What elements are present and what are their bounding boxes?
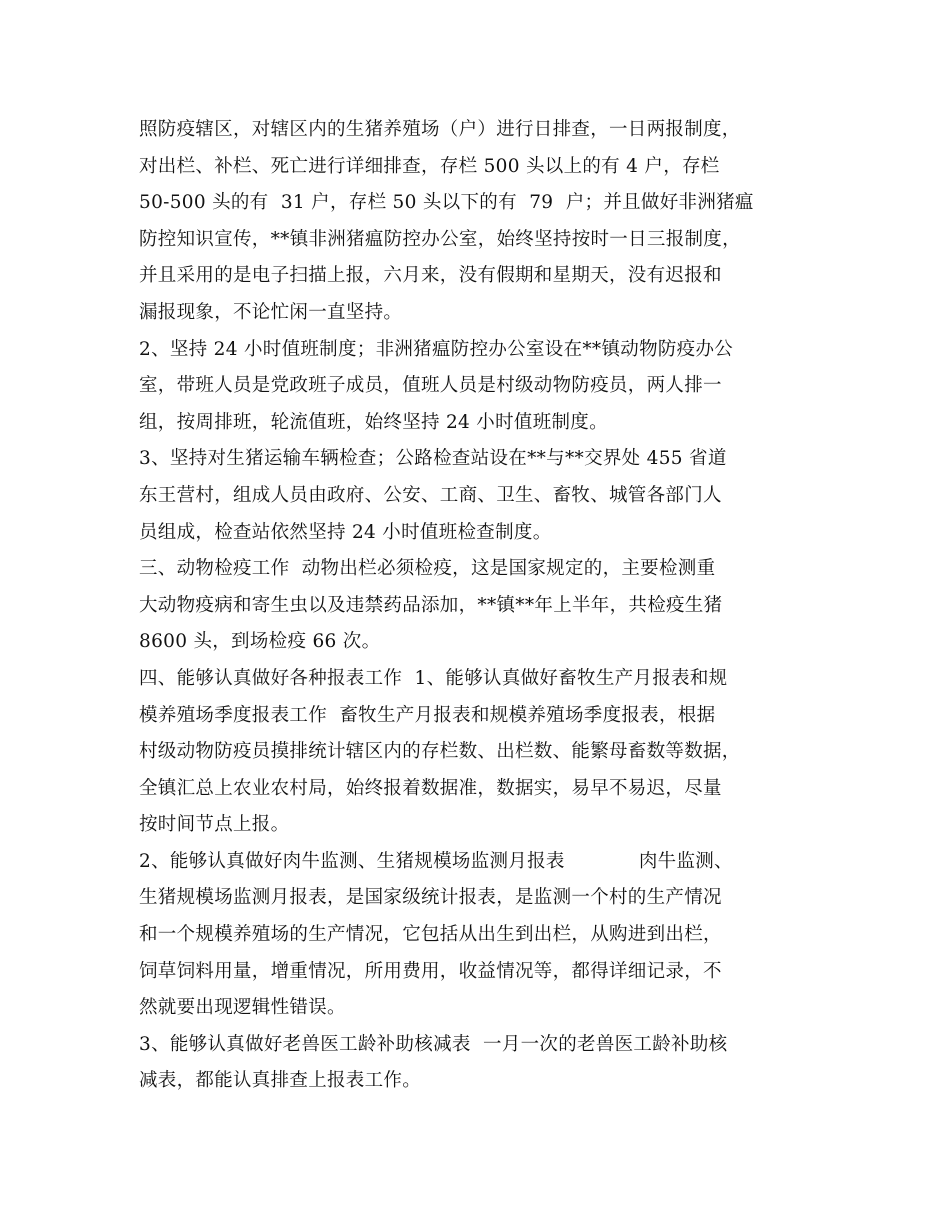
text-line: 四、能够认真做好各种报表工作 1、能够认真做好畜牧生产月报表和规 [139, 667, 728, 689]
text-line: 村级动物防疫员摸排统计辖区内的存栏数、出栏数、能繁母畜数等数据， [139, 741, 741, 763]
text-line: 东王营村，组成人员由政府、公安、工商、卫生、畜牧、城管各部门人 [139, 484, 722, 506]
text-line: 大动物疫病和寄生虫以及违禁药品添加，**镇**年上半年，共检疫生猪 [139, 594, 723, 616]
text-line: 3、坚持对生猪运输车辆检查；公路检查站设在**与**交界处 455 省道 [139, 448, 727, 470]
text-line: 模养殖场季度报表工作 畜牧生产月报表和规模养殖场季度报表，根据 [139, 704, 716, 726]
document-body [139, 112, 829, 1100]
text-line: 组，按周排班，轮流值班，始终坚持 24 小时值班制度。 [139, 411, 608, 433]
text-line: 8600 头，到场检疫 66 次。 [139, 631, 381, 653]
text-line: 全镇汇总上农业农村局，始终报着数据准，数据实，易早不易迟，尽量 [139, 777, 722, 799]
text-line: 并且采用的是电子扫描上报，六月来，没有假期和星期天，没有迟报和 [139, 265, 722, 287]
text-line: 减表，都能认真排查上报表工作。 [139, 1070, 422, 1092]
text-line: 对出栏、补栏、死亡进行详细排查，存栏 500 头以上的有 4 户，存栏 [139, 155, 720, 177]
text-line: 照防疫辖区，对辖区内的生猪养殖场（户）进行日排查，一日两报制度， [139, 119, 741, 140]
text-line: 和一个规模养殖场的生产情况，它包括从出生到出栏，从购进到出栏， [139, 924, 722, 946]
text-line: 饲草饲料用量，增重情况，所用费用，收益情况等，都得详细记录，不 [139, 960, 722, 982]
text-line: 然就要出现逻辑性错误。 [139, 997, 346, 1019]
text-line: 50-500 头的有 31 户，存栏 50 头以下的有 79 户；并且做好非洲猪瘟 [139, 192, 754, 214]
text-line: 三、动物检疫工作 动物出栏必须检疫，这是国家规定的，主要检测重 [139, 558, 716, 580]
text-line: 2、能够认真做好肉牛监测、生猪规模场监测月报表 肉牛监测、 [139, 850, 733, 872]
text-line: 室，带班人员是党政班子成员，值班人员是村级动物防疫员，两人排一 [139, 375, 722, 397]
text-line: 按时间节点上报。 [139, 814, 290, 836]
text-line: 员组成，检查站依然坚持 24 小时值班检查制度。 [139, 521, 552, 543]
text-line: 生猪规模场监测月报表，是国家级统计报表，是监测一个村的生产情况 [139, 887, 722, 909]
text-line: 3、能够认真做好老兽医工龄补助核减表 一月一次的老兽医工龄补助核 [139, 1033, 728, 1055]
text-line: 漏报现象，不论忙闲一直坚持。 [139, 301, 403, 323]
text-line: 2、坚持 24 小时值班制度；非洲猪瘟防控办公室设在**镇动物防疫办公 [139, 338, 734, 360]
text-line: 防控知识宣传，**镇非洲猪瘟防控办公室，始终坚持按时一日三报制度， [139, 228, 741, 250]
